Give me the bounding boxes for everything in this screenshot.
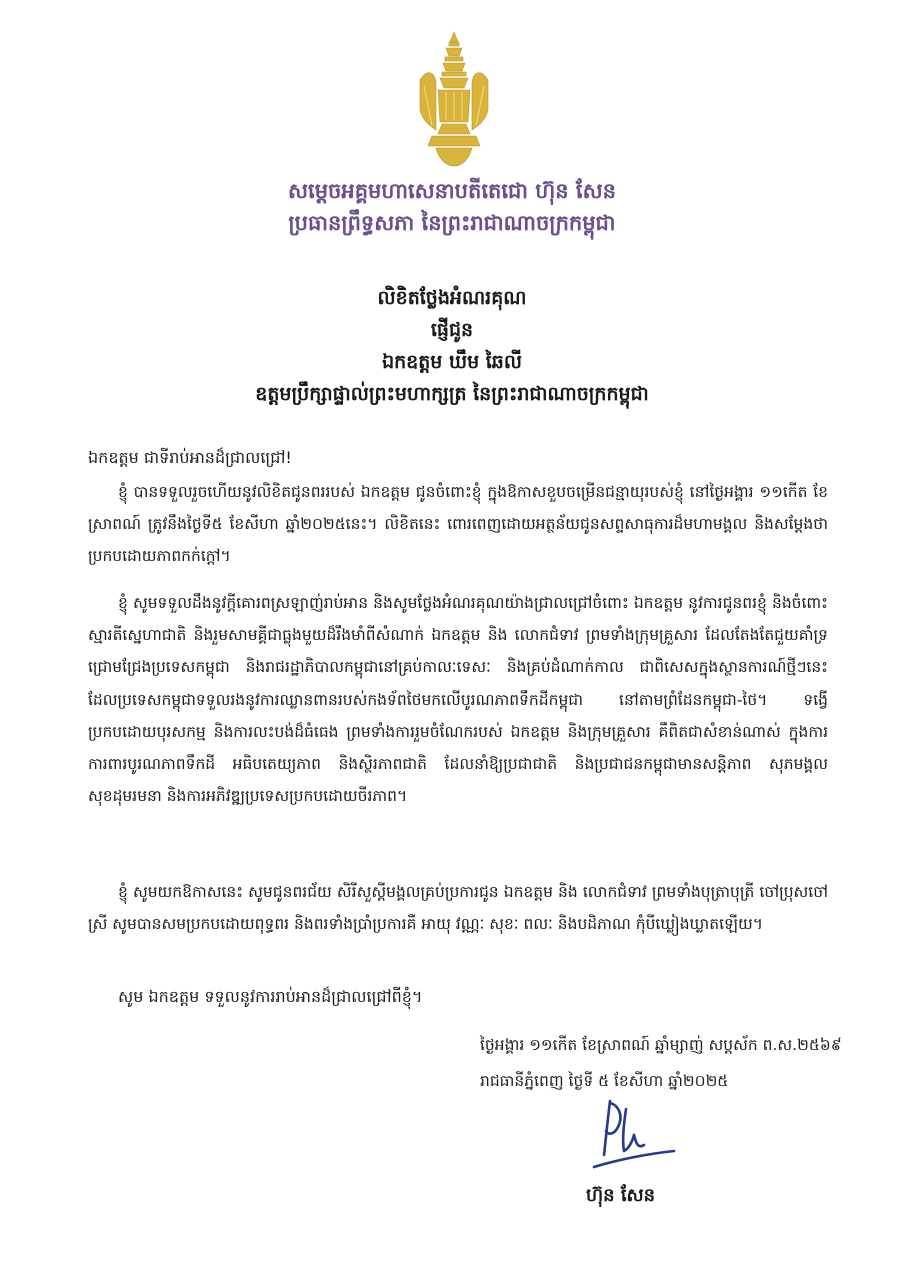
solar-date: រាជធានីភ្នំពេញ ថ្ងៃទី ៥ ខែសីហា ឆ្នាំ២០២៥ <box>480 1072 729 1090</box>
date-block <box>480 1027 842 1099</box>
paragraph-2: ខ្ញុំ សូមទទួលដឹងនូវក្ដីគោរពស្រឡាញ់រាប់អាន និងសូមថ្លែងអំណរគុណយ៉ាងជ្រាលជ្រៅចំពោះ ឯកឧត្តម នូវការជូនពរខ្ញុំ និងចំពោះស្មារតីស្នេហាជាតិ និងរួមសាមគ្គីជាធ្លុងមួយដ៏រឹងមាំពីសំណាក់ ឯកឧត្តម និង លោកជំទាវ ព្រមទាំងក្រុមគ្រួសារ ដែលតែងតែជួយគាំទ្រជ្រោមជ្រែងប្រទេសកម្ពុជា និងរាជរដ្ឋាភិបាលកម្ពុជានៅគ្រប់កាលៈទេសៈ និងគ្រប់ដំណាក់កាល ជាពិសេសក្នុងស្ថានការណ៍ថ្មីៗនេះ ដែលប្រទេសកម្ពុជាទទួលរងនូវការឈ្លានពានរបស់កងទ័ពថៃមកលើបូរណភាពទឹកដីកម្ពុជា នៅតាមព្រំដែនកម្ពុជា-ថៃ។ ទង្វើប្រកបដោយបុរសកម្ម និងការលះបង់ដ៏ធំធេង ព្រមទាំងការរួមចំណែករបស់ ឯកឧត្តម និងក្រុមគ្រួសារ គឺពិតជាសំខាន់ណាស់ ក្នុងការការពារបូរណភាពទឹកដី អធិបតេយ្យភាព និងស្ថិរភាពជាតិ ដែលនាំឱ្យប្រជាជាតិ និងប្រជាជនកម្ពុជាមានសន្តិភាព សុភមង្គល សុខដុមរមនា និងការអភិវឌ្ឍប្រទេសប្រកបដោយចីរភាព។ <box>88 594 828 806</box>
sender-title: ប្រធានព្រឹទ្ធសភា នៃព្រះរាជាណាចក្រកម្ពុជា <box>288 211 616 235</box>
paragraph-1: ខ្ញុំ បានទទួលរួចហើយនូវលិខិតជូនពររបស់ ឯកឧត្តម ជូនចំពោះខ្ញុំ ក្នុងឱកាសខួបចម្រើនជន្មាយុរបស់ខ្ញុំ នៅថ្ងៃអង្គារ ១១កើត ខែស្រាពណ៍ ត្រូវនឹងថ្ងៃទី៥ ខែសីហា ឆ្នាំ២០២៥នេះ។ លិខិតនេះ ពោរពេញដោយអត្ថន័យជូនសព្ទសាធុការដ៏មហាមង្គល និងសម្ដែងថាប្រកបដោយភាពកក់ក្ដៅ។ <box>88 483 828 566</box>
recipient-title: ឧត្តមប្រឹក្សាផ្ទាល់ព្រះមហាក្សត្រ នៃព្រះរាជាណាចក្រកម្ពុជា <box>255 383 649 405</box>
lunar-date: ថ្ងៃអង្គារ ១១កើត ខែស្រាពណ៍ ឆ្នាំម្សាញ់ សប្តស័ក ព.ស.២៥៦៩ <box>480 1036 842 1054</box>
letter-sent-to: ផ្ញើជូន <box>430 319 474 341</box>
salutation: ឯកឧត្តម ជាទីរាប់អានដ៏ជ្រាលជ្រៅ! <box>88 448 292 467</box>
sender-name: សម្ដេចអគ្គមហាសេនាបតីតេជោ ហ៊ុន សែន <box>288 179 616 203</box>
letter-title-block <box>80 282 824 410</box>
paragraph-3: ខ្ញុំ សូមយកឱកាសនេះ សូមជូនពរជ័យ សិរីសួស្ដីមង្គលគ្រប់ប្រការជូន ឯកឧត្តម និង លោកជំទាវ ព្រមទាំងបុត្រាបុត្រី ចៅប្រុសចៅស្រី សូមបានសមប្រកបដោយពុទ្ធពរ និងពរទាំងប្រាំប្រការគឺ អាយុ វណ្ណៈ សុខៈ ពលៈ និងបដិភាណ កុំបីឃ្លៀងឃ្លាតឡើយ។ <box>88 883 828 934</box>
signature-icon <box>588 1095 678 1175</box>
letter-title: លិខិតថ្លែងអំណរគុណ <box>377 287 527 309</box>
signer-name: ហ៊ុន សែន <box>586 1185 656 1206</box>
senate-emblem-icon <box>412 30 496 170</box>
closing-line: សូម ឯកឧត្តម ទទួលនូវការរាប់អានដ៏ជ្រាលជ្រៅពីខ្ញុំ។ <box>118 987 423 1006</box>
recipient-name: ឯកឧត្តម ឃឹម ឆៃលី <box>382 351 522 373</box>
